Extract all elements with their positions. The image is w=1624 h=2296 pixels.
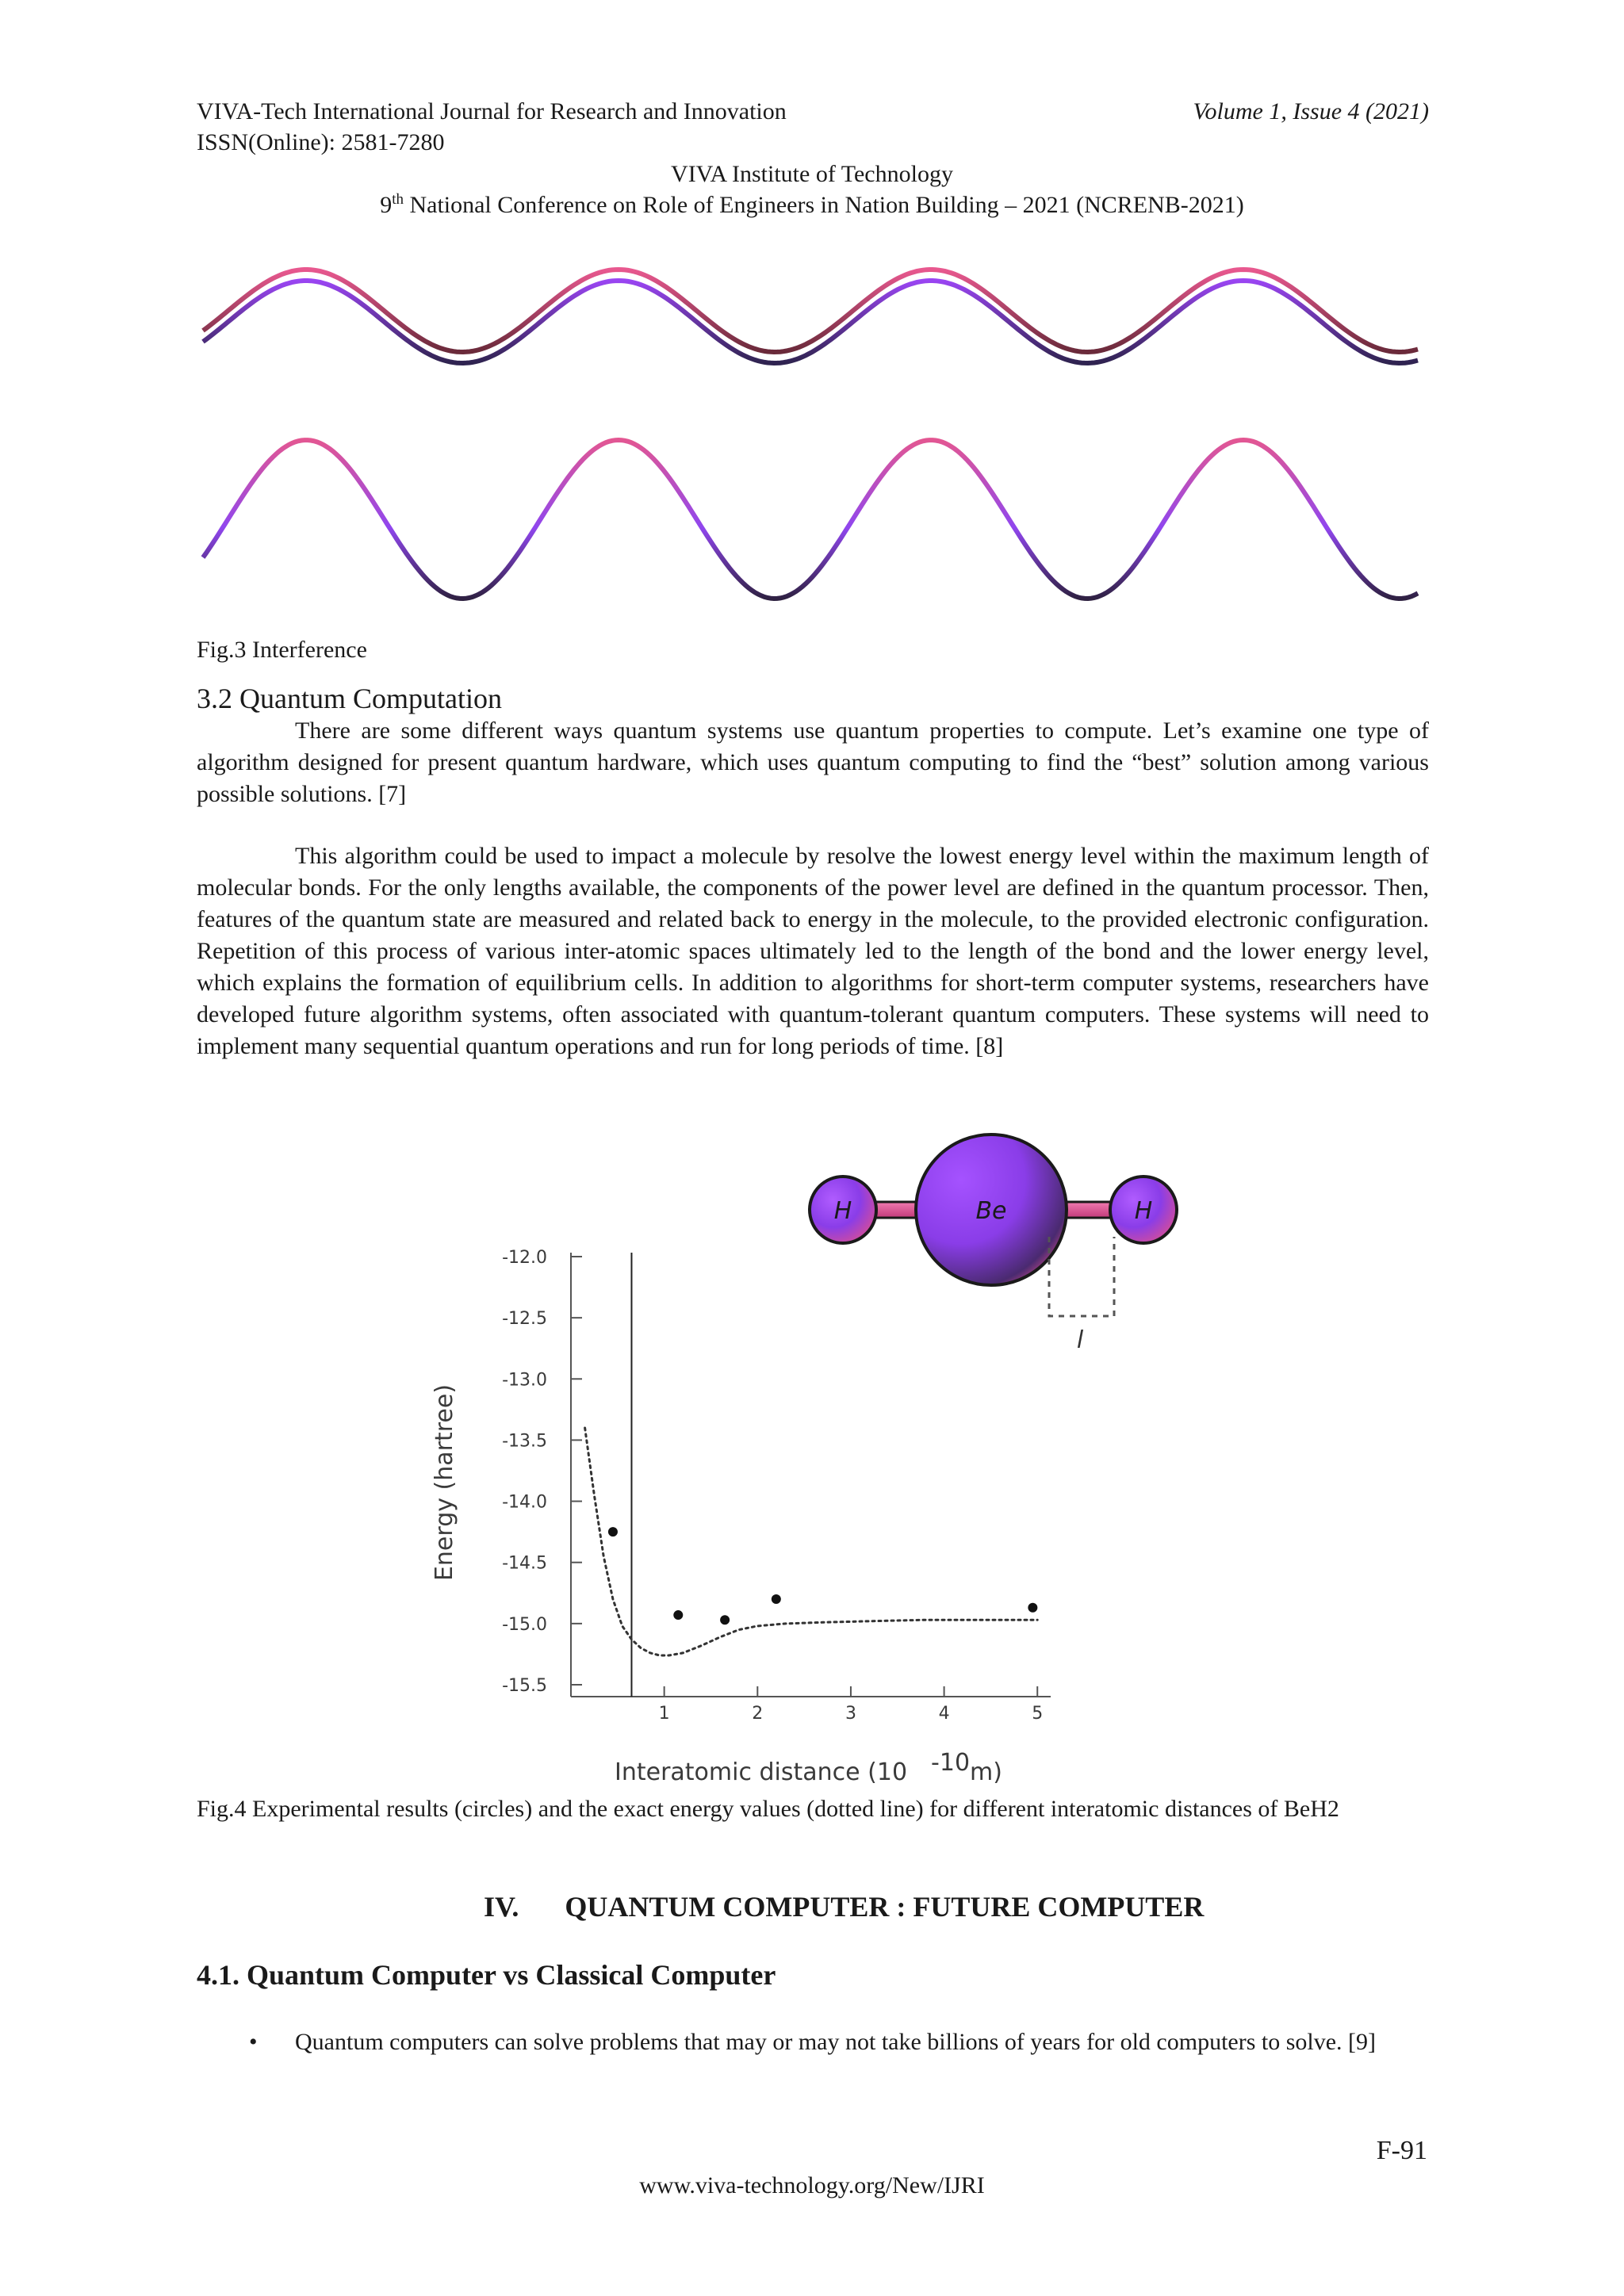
x-tick-label: 5 [1032,1704,1044,1724]
page-number: F-91 [1376,2136,1427,2165]
chart-points [608,1527,1037,1624]
y-tick-label: -14.5 [502,1553,547,1574]
section-3-2-heading: 3.2 Quantum Computation [197,683,502,714]
wave-combined [203,440,1418,599]
atom-label-be: Be [975,1197,1007,1225]
chart-ticks [502,1248,1043,1724]
x-tick-label: 3 [845,1704,856,1724]
y-tick-label: -13.5 [502,1431,547,1452]
beh2-molecule [810,1135,1177,1354]
atom-label-h-right: H [1134,1197,1153,1225]
chart-lines [585,1253,1038,1697]
footer-url: www.viva-technology.org/New/IJRI [639,2172,985,2198]
y-tick-label: -14.0 [502,1492,547,1513]
wave-top-purple [203,281,1418,363]
y-tick-label: -12.5 [502,1309,547,1330]
section-4-1-heading: 4.1. Quantum Computer vs Classical Computer [197,1959,776,1991]
x-axis-label: Interatomic distance (10 -10m) [615,1749,1002,1786]
section-3-2-paragraph-2: This algorithm could be used to impact a molecule by resolve the lowest energy level within the maximum length of molecular bonds. For the only lengths available, the components of the power level are defined in the quantum processor. Then, features of the quantum state are measured and related back to energy in the molecule, to the provided electronic configuration. Repetition of this process of various inter-atomic spaces ultimately led to the length of the bond and the lower energy level, which explains the formation of equilibrium cells. In addition to algorithms for short-term computer systems, researchers have developed future algorithm systems, often associated with quantum-tolerant quantum computers. These systems will need to implement many sequential quantum operations and run for long periods of time. [8] [197,843,1429,1059]
section-3-2-paragraph-1: There are some different ways quantum systems use quantum properties to compute. Let’s examine one type of algorithm designed for present quantum hardware, which uses quantum computing to find the “best” solution among various possible solutions. [7] [197,718,1429,807]
interference-figure [197,254,1434,610]
exact-energy-dotted-line [585,1428,1038,1655]
beh2-energy-figure [412,1118,1221,1792]
x-tick-label: 2 [752,1704,764,1724]
chart-axes [571,1253,1051,1697]
comparison-list [197,2026,1429,2058]
experimental-point [608,1527,618,1536]
bond-length-label: l [1076,1326,1084,1354]
y-axis-label: Energy (hartree) [431,1383,458,1582]
y-tick-label: -13.0 [502,1370,547,1391]
experimental-point [772,1594,781,1604]
issn: ISSN(Online): 2581-7280 [197,129,445,155]
conference-name: 9th National Conference on Role of Engineers in Nation Building – 2021 (NCRENB-2021) [380,191,1244,218]
volume-issue: Volume 1, Issue 4 (2021) [1193,98,1429,124]
journal-title: VIVA-Tech International Journal for Research and Innovation [197,98,787,124]
atom-label-h-left: H [833,1197,852,1225]
list-item-text: Quantum computers can solve problems that may or may not take billions of years for old computers to solve. [9] [295,2029,1377,2055]
experimental-point [720,1615,730,1624]
list-item [197,2026,1429,2058]
experimental-point [1028,1603,1037,1613]
y-tick-label: -12.0 [502,1248,547,1268]
bullet-icon: • [249,2029,258,2055]
experimental-point [673,1610,683,1620]
x-tick-label: 4 [938,1704,950,1724]
section-4-heading [484,1890,1204,1923]
fig3-caption: Fig.3 Interference [197,637,367,663]
institute-name: VIVA Institute of Technology [671,161,953,187]
x-tick-label: 1 [658,1704,670,1724]
section-4-title: QUANTUM COMPUTER : FUTURE COMPUTER [565,1891,1205,1923]
y-tick-label: -15.0 [502,1614,547,1635]
fig4-caption: Fig.4 Experimental results (circles) and the exact energy values (dotted line) for different interatomic distances of BeH2 [197,1796,1339,1822]
y-tick-label: -15.5 [502,1676,547,1696]
section-4-number: IV. [484,1891,519,1923]
bond-length-bracket [1049,1237,1114,1316]
